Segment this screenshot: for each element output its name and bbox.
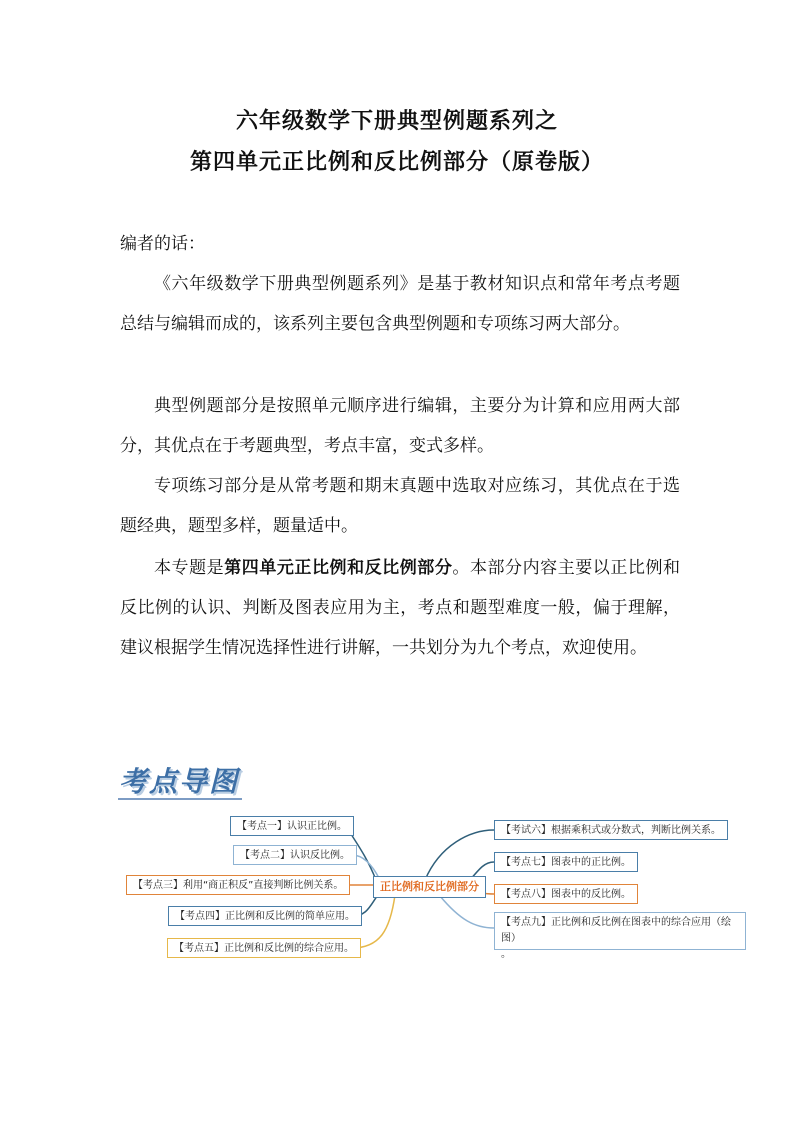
- paragraph-examples: 典型例题部分是按照单元顺序进行编辑，主要分为计算和应用两大部分，其优点在于考题典型，考点丰富，变式多样。: [120, 396, 680, 456]
- topic-description: 。本部分内容主要以正比例和反比例的认识、判断及图表应用为主，考点和题型难度一般，偏于理解，建议根据学生情况选择性进行讲解，一共划分为九个考点，欢迎使用。: [120, 558, 681, 658]
- mindmap-center-node: 正比例和反比例部分: [373, 876, 486, 898]
- connector-right-9: [440, 896, 494, 928]
- mindmap-node-kaodian-9-text: 【考点九】正比例和反比例在图表中的综合应用（绘图）: [501, 917, 731, 944]
- mindmap-node-kaodian-4: 【考点四】正比例和反比例的简单应用。: [168, 906, 362, 926]
- document-title-line1: 六年级数学下册典型例题系列之: [235, 109, 558, 134]
- mindmap-node-kaodian-6: 【考试六】根据乘积式或分数式，判断比例关系。: [494, 820, 728, 840]
- topic-lead: 本专题是: [154, 558, 225, 578]
- mindmap-node-kaodian-3: 【考点三】利用“商正积反”直接判断比例关系。: [126, 875, 350, 895]
- mindmap-heading: 考点导图: [119, 765, 240, 798]
- mindmap-node-kaodian-8: 【考点八】图表中的反比例。: [494, 884, 638, 904]
- mindmap-node-kaodian-9-tail: 。: [501, 949, 511, 960]
- mindmap-node-kaodian-2: 【考点二】认识反比例。: [233, 845, 357, 865]
- mindmap-node-kaodian-1: 【考点一】认识正比例。: [230, 816, 354, 836]
- mindmap-node-kaodian-5: 【考点五】正比例和反比例的综合应用。: [167, 938, 361, 958]
- paragraph-intro: 《六年级数学下册典型例题系列》是基于教材知识点和常年考点考题总结与编辑而成的，该系列主要包含典型例题和专项练习两大部分。: [120, 274, 680, 334]
- preface-heading: 编者的话：: [120, 234, 205, 254]
- topic-name: 第四单元正比例和反比例部分: [224, 558, 453, 578]
- mindmap-node-kaodian-7: 【考点七】图表中的正比例。: [494, 852, 638, 872]
- paragraph-practice: 专项练习部分是从常考题和期末真题中选取对应练习，其优点在于选题经典，题型多样，题量适中。: [120, 476, 680, 536]
- document-title-line2: 第四单元正比例和反比例部分（原卷版）: [189, 150, 604, 175]
- mindmap-node-kaodian-9: [494, 912, 746, 960]
- connector-right-6: [425, 830, 494, 880]
